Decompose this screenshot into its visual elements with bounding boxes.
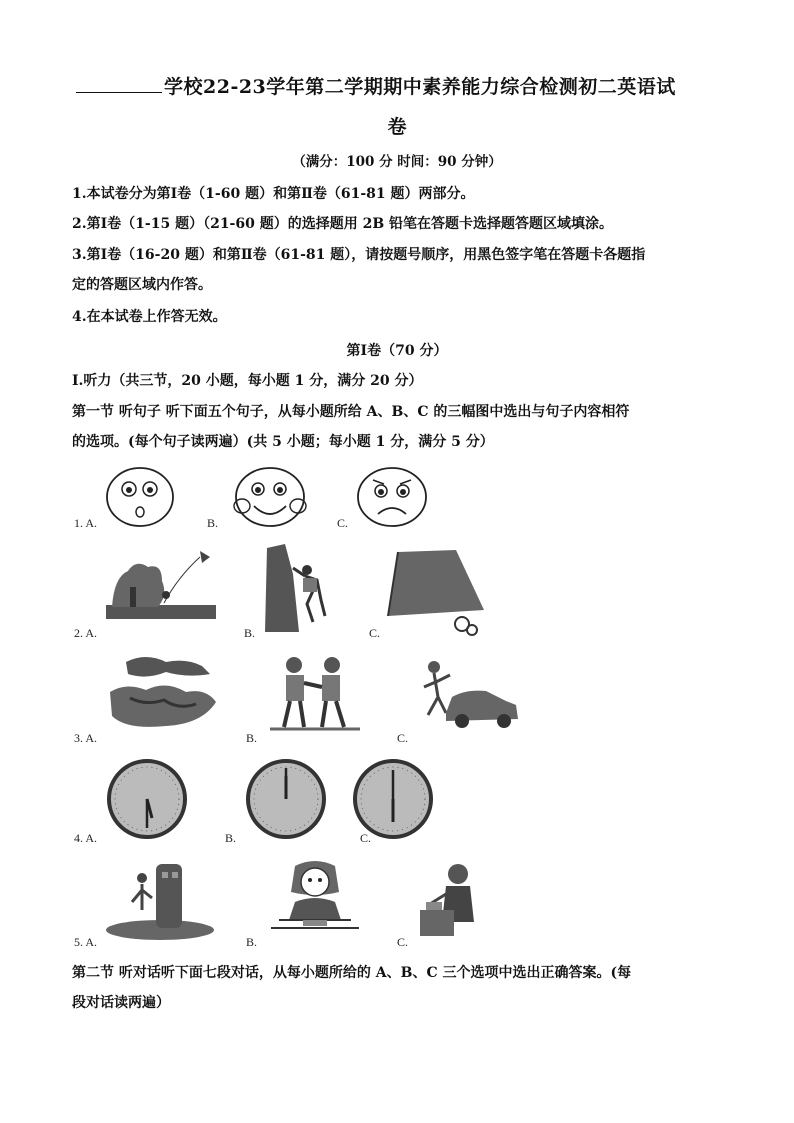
q5-b-label: B. [246,935,258,949]
instruction-3-cont: 定的答题区域内作答。 [72,277,212,293]
q4-label: 4. A. [74,831,98,845]
exam-title [76,72,736,99]
kids-fighting-picture [270,655,360,733]
part1-title: 第Ⅰ卷（70 分） [346,343,448,359]
teacher-desk-picture [416,860,488,940]
exam-title-continued: 卷 [387,116,407,138]
instruction-4: 4.在本试卷上作答无效。 [72,309,227,325]
clock-twelve-picture [245,758,327,840]
flying-kite-picture [106,547,216,619]
section1-line1: 第一节 听句子 听下面五个句子，从每小题所给 A、B、C 的三幅图中选出与句子内容相符 [72,404,630,420]
q3-b-label: B. [246,731,258,745]
q1-b-label: B. [207,516,219,530]
q2-b-label: B. [244,626,256,640]
q3-c-label: C. [397,731,409,745]
q4-b-label: B. [225,831,237,845]
instruction-1: 1.本试卷分为第Ⅰ卷（1-60 题）和第Ⅱ卷（61-81 题）两部分。 [72,186,475,202]
q5-c-label: C. [397,935,409,949]
section2-line2: 段对话读两遍） [72,995,170,1011]
q2-c-label: C. [369,626,381,640]
q2-label: 2. A. [74,626,98,640]
instruction-3: 3.第Ⅰ卷（16-20 题）和第Ⅱ卷（61-81 题），请按题号顺序，用黑色签字笔在答题卡各题指 [72,247,646,263]
q5-label: 5. A. [74,935,98,949]
rock-climbing-picture [263,544,339,632]
clock-six-picture [352,758,434,840]
q1-c-label: C. [337,516,349,530]
camping-tent-picture [384,548,488,638]
clock-half-past-picture [106,758,188,840]
surprised-face-icon [105,466,175,528]
score-time: （满分：100 分 时间：90 分钟） [292,154,502,170]
statue-picture [104,858,216,940]
q1-label: 1. A. [74,516,98,530]
school-name-blank [76,74,162,93]
girl-studying-picture [265,858,365,938]
smiling-face-icon [232,466,308,528]
listening-heading: Ⅰ.听力（共三节，20 小题，每小题 1 分，满分 20 分） [72,373,423,389]
title-text: 学校22-23学年第二学期期中素养能力综合检测初二英语试 [164,76,676,98]
car-accident-picture [416,657,522,737]
q3-label: 3. A. [74,731,98,745]
q4-c-label: C. [360,831,372,845]
worried-face-icon [356,466,428,528]
section1-line2: 的选项。(每个句子读两遍）(共 5 小题；每小题 1 分，满分 5 分） [72,434,494,450]
section2-line1: 第二节 听对话听下面七段对话，从每小题所给的 A、B、C 三个选项中选出正确答案。(每 [72,965,632,981]
fallen-person-picture [106,652,218,730]
instruction-2: 2.第Ⅰ卷（1-15 题）（21-60 题）的选择题用 2B 铅笔在答题卡选择题答题区域填涂。 [72,216,614,232]
